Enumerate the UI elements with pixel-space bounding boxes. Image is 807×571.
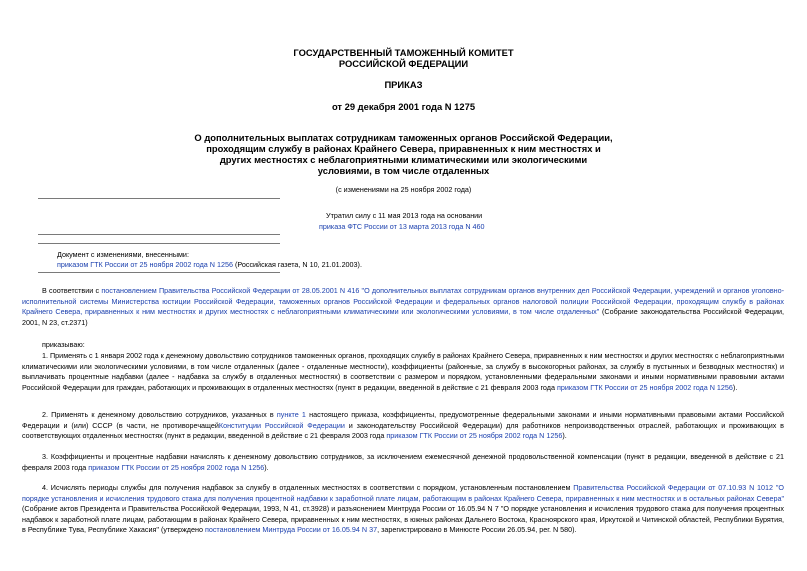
preamble-text: В соответствии с xyxy=(42,286,102,295)
paragraph-1-link[interactable]: приказом ГТК России от 25 ноября 2002 года N 1256 xyxy=(556,382,733,392)
paragraph-2-end: ). xyxy=(562,431,567,441)
title-line-2: проходящим службу в районах Крайнего Севера, приравненных к ним местностях и xyxy=(206,143,601,154)
divider xyxy=(38,272,280,273)
paragraph-4-text: 4. Исчислять периоды службы для получения надбавок за службу в отдаленных местностях в соответствии с порядком, установленным постановлением xyxy=(42,483,574,492)
document-date: от 29 декабря 2001 года N 1275 xyxy=(331,101,476,112)
doc-changes-source: (Российская газета, N 10, 21.01.2003). xyxy=(232,260,362,269)
paragraph-4-text-3: , зарегистрировано в Минюсте России 26.05.94, рег. N 580). xyxy=(377,525,577,535)
paragraph-2-text-2: настоящего приказа, коэффициенты, предусмотренные федеральными законами и иными нормативными правовыми актами Российской Федерации и (или) СССР (в части, не противоречащей xyxy=(22,410,784,430)
paragraph-1-end: ). xyxy=(732,382,738,392)
title-line-1: О дополнительных выплатах сотрудникам таможенных органов Российской Федерации, xyxy=(194,132,613,143)
lost-force-text: Утратил силу с 11 мая 2013 года на основании xyxy=(326,211,483,220)
orders-word: приказываю: xyxy=(42,340,85,349)
title-line-4: условиями, в том числе отдаленных xyxy=(317,165,490,176)
paragraph-2-link-item1[interactable]: пункте 1 xyxy=(276,410,306,419)
paragraph-2-text: 2. Применять к денежному довольствию сотрудников, указанных в xyxy=(42,410,277,419)
paragraph-2 xyxy=(22,410,784,442)
divider xyxy=(38,198,280,199)
paragraph-1-text: 1. Применять с 1 января 2002 года к денежному довольствию сотрудников таможенных органов, проходящих службу в районах Крайнего Севера, приравненных к ним местностях и других местностях с неблагоприятными климатическими или экологическими условиями, в том числе отдаленных (далее - отдаленные местности), коэффициенты (районные, за службу в высокогорных районах, за службу в пустынных и безводных местностях) и выплачивать процентные надбавки (далее - надбавка за службу в отдаленных местностях) в соответствии с размером и порядком, установленными федеральными законами и иными нормативными правовыми актами Российской Федерации для граждан, работающих и проживающих в отдаленных местностях (пункт в редакции, введенной в действие с 21 февраля 2003 года xyxy=(22,351,784,392)
issuer-line-2: РОССИЙСКОЙ ФЕДЕРАЦИИ xyxy=(338,58,469,69)
lost-force-link[interactable]: приказа ФТС России от 13 марта 2013 года N 460 xyxy=(319,222,485,231)
paragraph-4-text-2: (Собрание актов Президента и Правительства Российской Федерации, 1993, N 41, ст.3928) и разъяснением Минтруда России от 16.05.94 N 7 "О порядке установления и исчисления трудового стажа для получения процентных надбавок к заработной плате лицам, работающим в районах Крайнего Севера, приравненных к ним местностях, в южных районах Дальнего Востока, Красноярского края, Иркутской и Читинской областей, Республики Бурятия, в Республике Тува, Республике Хакасия" (утверждено xyxy=(22,504,784,535)
paragraph-2-text-3: и законодательству Российской Федерации) для работников непроизводственных отраслей, работающих и проживающих в соответствующих отдаленных местностях (пункт в редакции, введенной в действие с 21 февраля 2003 года xyxy=(22,420,785,441)
paragraph-4-link-decree[interactable]: Правительства Российской Федерации от 07.10.93 N 1012 "О порядке установления и исчисления трудового стажа для получения процентной надбавки к заработной плате лицам, работающим в районах Крайнего Севера, приравненных к ним местностях и в остальных районах Севера" xyxy=(22,483,784,503)
divider xyxy=(38,243,280,244)
preamble-source: (Собрание законодательства Российской Федерации, 2001, N 23, ст.2371) xyxy=(22,307,784,327)
paragraph-2-link-constitution[interactable]: Конституции Российской Федерации xyxy=(218,420,345,430)
issuer-line-1: ГОСУДАРСТВЕННЫЙ ТАМОЖЕННЫЙ КОМИТЕТ xyxy=(293,47,514,58)
paragraph-3-text: 3. Коэффициенты и процентные надбавки начислять к денежному довольствию сотрудников, за исключением ежемесячной денежной продовольственной компенсации (пункт в редакции, введенной в действие с 21 февраля 2003 года xyxy=(22,452,784,472)
preamble-paragraph xyxy=(22,286,784,328)
paragraph-3 xyxy=(22,452,784,473)
paragraph-1 xyxy=(22,351,784,393)
paragraph-3-link[interactable]: приказом ГТК России от 25 ноября 2002 года N 1256 xyxy=(88,462,265,472)
title-line-3: других местностях с неблагоприятными климатическими или экологическими xyxy=(219,154,588,165)
divider xyxy=(38,234,280,235)
changes-note: (с изменениями на 25 ноября 2002 года) xyxy=(335,185,472,194)
paragraph-4-link-resolution[interactable]: постановлением Минтруда России от 16.05.94 N 37 xyxy=(204,525,378,535)
doc-changes-link[interactable]: приказом ГТК России от 25 ноября 2002 года N 1256 xyxy=(57,260,233,269)
paragraph-2-link-order[interactable]: приказом ГТК России от 25 ноября 2002 года N 1256 xyxy=(386,431,563,441)
paragraph-4 xyxy=(22,483,784,536)
document-type: ПРИКАЗ xyxy=(384,79,423,90)
preamble-link[interactable]: постановлением Правительства Российской Федерации от 28.05.2001 N 416 "О дополнительных выплатах сотрудникам органов внутренних дел Российской Федерации, учреждений и органов уголовно-исполнительной системы Министерства юстиции Российской Федерации, таможенных органов Российской Федерации и федеральных органов налоговой полиции Российской Федерации, проходящим службу в районах Крайнего Севера, приравненных к ним местностях и других местностях с неблагоприятными климатическими или экологическими условиями, в том числе отдаленных" xyxy=(22,286,785,317)
doc-changes-label: Документ с изменениями, внесенными: xyxy=(57,250,189,259)
paragraph-3-end: ). xyxy=(264,462,269,472)
doc-changes-line xyxy=(57,260,362,270)
